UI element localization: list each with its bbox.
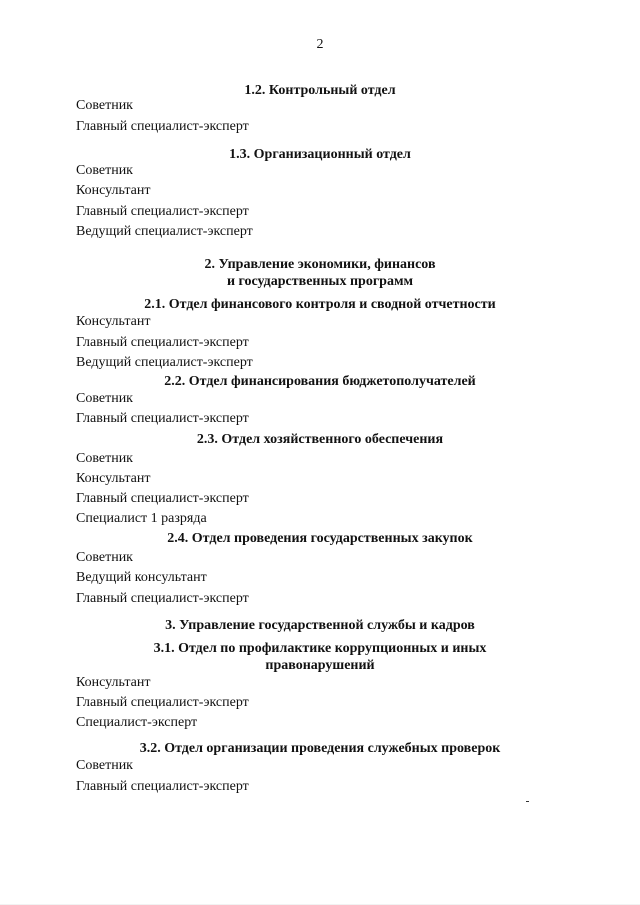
section-heading-2-1: 2.1. Отдел финансового контроля и сводной отчетности — [144, 297, 496, 312]
position-item: Главный специалист-эксперт — [76, 335, 249, 350]
position-item: Ведущий специалист-эксперт — [76, 224, 253, 239]
position-item: Советник — [76, 758, 133, 773]
position-item: Советник — [76, 98, 133, 113]
section-heading-3-1 — [0, 640, 640, 674]
section-heading-3: 3. Управление государственной службы и кадров — [165, 618, 475, 633]
scan-speck — [526, 801, 529, 802]
section-heading-2-4: 2.4. Отдел проведения государственных закупок — [167, 531, 473, 546]
position-item: Советник — [76, 391, 133, 406]
position-item: Консультант — [76, 471, 151, 486]
position-item: Главный специалист-эксперт — [76, 591, 249, 606]
section-heading-2-3: 2.3. Отдел хозяйственного обеспечения — [196, 432, 444, 447]
page-number: 2 — [316, 37, 324, 52]
section-heading-3-1-line2: правонарушений — [265, 658, 375, 673]
section-heading-3-2: 3.2. Отдел организации проведения служебных проверок — [139, 741, 501, 756]
section-heading-1-2: 1.2. Контрольный отдел — [244, 83, 396, 98]
position-item: Консультант — [76, 183, 151, 198]
position-item: Ведущий консультант — [76, 570, 207, 585]
position-item: Главный специалист-эксперт — [76, 204, 249, 219]
section-heading-1-3: 1.3. Организационный отдел — [229, 147, 411, 162]
position-item: Главный специалист-эксперт — [76, 119, 249, 134]
section-heading-2-line1: 2. Управление экономики, финансов — [204, 257, 436, 272]
position-item: Советник — [76, 163, 133, 178]
position-item: Главный специалист-эксперт — [76, 411, 249, 426]
position-item: Советник — [76, 550, 133, 565]
section-heading-2 — [0, 256, 640, 290]
position-item: Специалист 1 разряда — [76, 511, 207, 526]
position-item: Специалист-эксперт — [76, 715, 198, 730]
section-heading-2-line2: и государственных программ — [226, 274, 414, 289]
position-item: Консультант — [76, 675, 151, 690]
position-item: Главный специалист-эксперт — [76, 779, 249, 794]
section-heading-2-2: 2.2. Отдел финансирования бюджетополучателей — [164, 374, 476, 389]
position-item: Главный специалист-эксперт — [76, 491, 249, 506]
section-heading-3-1-line1: 3.1. Отдел по профилактике коррупционных и иных — [153, 641, 487, 656]
position-item: Советник — [76, 451, 133, 466]
position-item: Консультант — [76, 314, 151, 329]
position-item: Ведущий специалист-эксперт — [76, 355, 253, 370]
position-item: Главный специалист-эксперт — [76, 695, 249, 710]
